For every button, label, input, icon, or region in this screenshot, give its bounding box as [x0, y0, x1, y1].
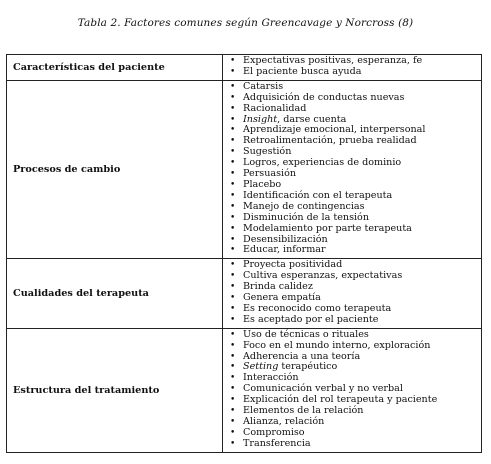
table-row	[7, 259, 482, 328]
item-text: Uso de técnicas o rituales	[243, 328, 369, 340]
bullet-icon: •	[230, 212, 236, 223]
item-text: Cultiva esperanzas, expectativas	[243, 270, 403, 282]
category-label: Procesos de cambio	[7, 80, 223, 259]
item-text: Aprendizaje emocional, interpersonal	[243, 124, 426, 136]
factor-list-cell	[223, 259, 482, 328]
item-text: Interacción	[243, 372, 299, 384]
bullet-icon: •	[230, 282, 236, 293]
bullet-icon: •	[230, 245, 236, 256]
item-text: Sugestión	[243, 146, 292, 158]
bullet-icon: •	[230, 362, 236, 373]
item-text: Elementos de la relación	[243, 405, 364, 417]
item-text: Retroalimentación, prueba realidad	[243, 135, 417, 147]
item-text: , darse cuenta	[277, 113, 347, 125]
bullet-icon: •	[230, 114, 236, 125]
bullet-icon: •	[230, 260, 236, 271]
bullet-icon: •	[230, 303, 236, 314]
item-text: Desensibilización	[243, 233, 328, 245]
bullet-icon: •	[230, 427, 236, 438]
item-text: Placebo	[243, 178, 282, 190]
bullet-icon: •	[230, 136, 236, 147]
bullet-icon: •	[230, 234, 236, 245]
bullet-icon: •	[230, 56, 236, 66]
category-label: Cualidades del terapeuta	[7, 259, 223, 328]
bullet-icon: •	[230, 201, 236, 212]
italic-term: Insight	[243, 113, 278, 125]
item-text: Catarsis	[243, 80, 284, 92]
bullet-icon: •	[230, 103, 236, 114]
factor-list	[229, 55, 481, 80]
list-item	[229, 245, 481, 256]
item-text: Modelamiento por parte terapeuta	[243, 222, 412, 234]
item-text: Expectativas positivas, esperanza, fe	[243, 55, 423, 66]
bullet-icon: •	[230, 179, 236, 190]
bullet-icon: •	[230, 190, 236, 201]
table-caption: Tabla 2. Factores comunes según Greencavage y Norcross (8)	[77, 17, 414, 29]
item-text: Disminución de la tensión	[243, 211, 370, 223]
item-text: El paciente busca ayuda	[243, 65, 362, 77]
bullet-icon: •	[230, 223, 236, 234]
item-text: Explicación del rol terapeuta y paciente	[243, 394, 438, 406]
bullet-icon: •	[230, 125, 236, 136]
bullet-icon: •	[230, 92, 236, 103]
item-text: Logros, experiencias de dominio	[243, 157, 402, 169]
item-text: Comunicación verbal y no verbal	[243, 383, 403, 395]
item-text: Adquisición de conductas nuevas	[243, 91, 405, 103]
bullet-icon: •	[230, 406, 236, 417]
bullet-icon: •	[230, 158, 236, 169]
item-text: Genera empatía	[243, 292, 321, 304]
item-text: terapéutico	[278, 361, 338, 373]
bullet-icon: •	[230, 417, 236, 427]
bullet-icon: •	[230, 314, 236, 325]
bullet-icon: •	[230, 293, 236, 304]
italic-term: Setting	[243, 361, 279, 373]
bullet-icon: •	[230, 373, 236, 384]
item-text: Educar, informar	[243, 244, 326, 256]
item-text: Adherencia a una teoría	[243, 350, 361, 362]
factor-list	[229, 259, 481, 327]
table-row	[7, 80, 482, 259]
bullet-icon: •	[230, 329, 236, 340]
item-text: Manejo de contingencias	[243, 200, 365, 212]
list-item	[229, 315, 481, 326]
factor-list-cell	[223, 80, 482, 259]
table-row	[7, 328, 482, 452]
factor-list	[229, 81, 481, 259]
item-text: Identificación con el terapeuta	[243, 189, 393, 201]
item-text: Foco en el mundo interno, exploración	[243, 339, 431, 351]
item-text: Proyecta positividad	[243, 259, 343, 271]
table-row	[7, 55, 482, 81]
factor-list-cell	[223, 55, 482, 81]
table-body	[7, 55, 482, 453]
bullet-icon: •	[230, 438, 236, 449]
bullet-icon: •	[230, 66, 236, 77]
bullet-icon: •	[230, 271, 236, 282]
item-text: Brinda calidez	[243, 281, 313, 293]
bullet-icon: •	[230, 351, 236, 362]
common-factors-table	[6, 54, 482, 453]
item-text: Persuasión	[243, 168, 297, 180]
category-label: Estructura del tratamiento	[7, 328, 223, 452]
category-label: Características del paciente	[7, 55, 223, 81]
item-text: Es aceptado por el paciente	[243, 313, 379, 325]
item-text: Transferencia	[243, 437, 311, 449]
list-item	[229, 439, 481, 450]
bullet-icon: •	[230, 81, 236, 92]
bullet-icon: •	[230, 340, 236, 351]
bullet-icon: •	[230, 147, 236, 158]
factor-list	[229, 329, 481, 452]
bullet-icon: •	[230, 384, 236, 395]
item-text: Es reconocido como terapeuta	[243, 302, 392, 314]
item-text: Alianza, relación	[243, 416, 325, 427]
list-item	[229, 67, 481, 78]
bullet-icon: •	[230, 169, 236, 180]
bullet-icon: •	[230, 395, 236, 406]
item-text: Compromiso	[243, 426, 305, 438]
item-text: Racionalidad	[243, 102, 307, 114]
factor-list-cell	[223, 328, 482, 452]
